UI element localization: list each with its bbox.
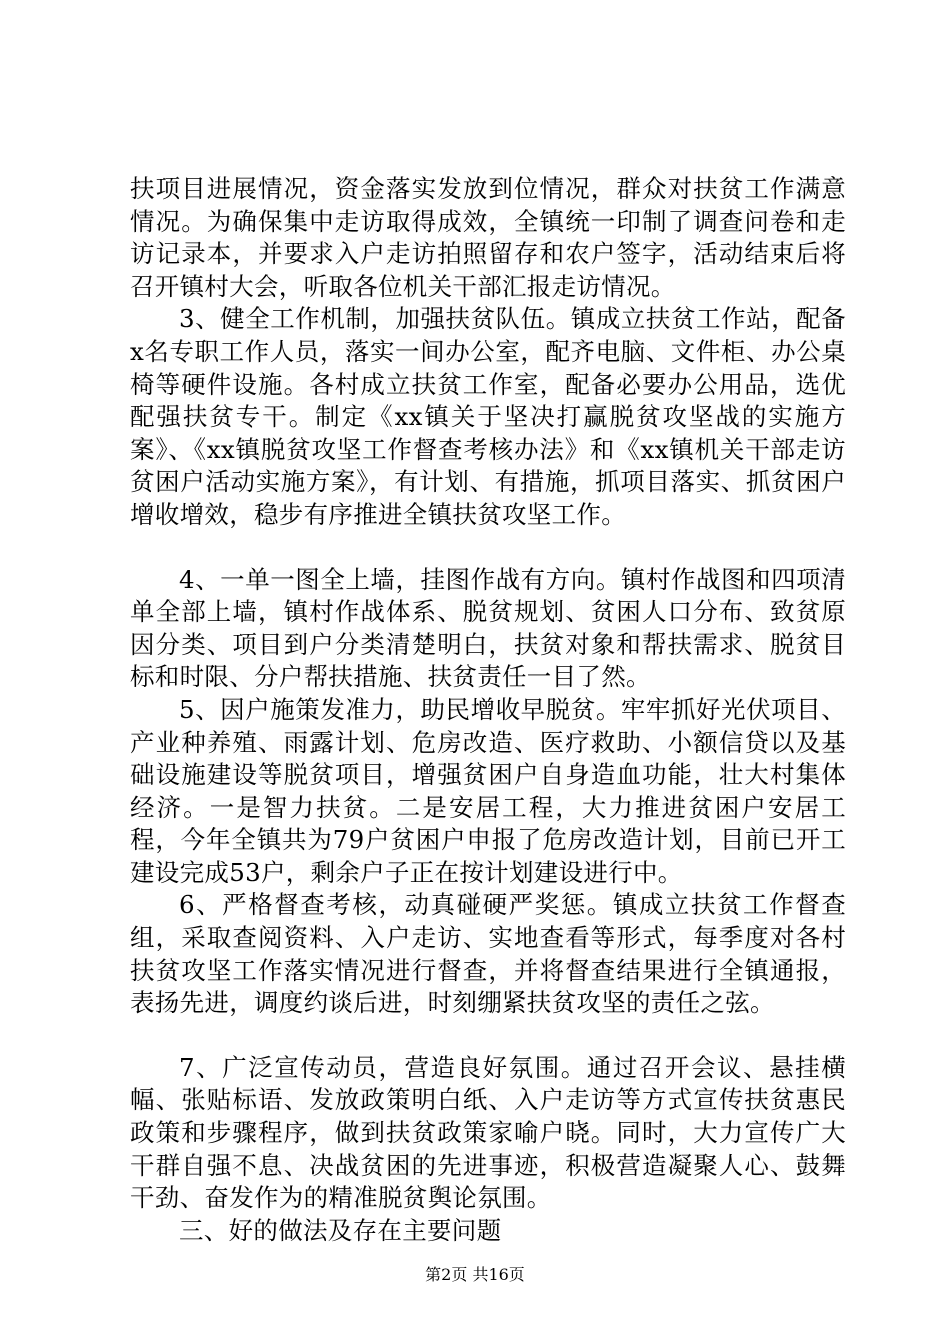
paragraph-item-3: 3、健全工作机制，加强扶贫队伍。镇成立扶贫工作站，配备x名专职工作人员，落实一间办公室，配齐电脑、文件柜、办公桌椅等硬件设施。各村成立扶贫工作室，配备必要办公用品，选优配强扶贫专干。制定《xx镇关于坚决打赢脱贫攻坚战的实施方案》、《xx镇脱贫攻坚工作督查考核办法》和《xx镇机关干部走访贫困户活动实施方案》，有计划、有措施，抓项目落实、抓贫困户增收增效，稳步有序推进全镇扶贫攻坚工作。 xyxy=(130,304,846,529)
paragraph-item-6: 6、严格督查考核，动真碰硬严奖惩。镇成立扶贫工作督查组，采取查阅资料、入户走访、实地查看等形式，每季度对各村扶贫攻坚工作落实情况进行督查，并将督查结果进行全镇通报，表扬先进，调度约谈后进，时刻绷紧扶贫攻坚的责任之弦。 xyxy=(130,890,846,1018)
paragraph-item-7: 7、广泛宣传动员，营造良好氛围。通过召开会议、悬挂横幅、张贴标语、发放政策明白纸、入户走访等方式宣传扶贫惠民政策和步骤程序，做到扶贫政策家喻户晓。同时，大力宣传广大干群自强不息、决战贫困的先进事迹，积极营造凝聚人心、鼓舞干劲、奋发作为的精准脱贫舆论氛围。 xyxy=(130,1052,846,1213)
section-heading-3: 三、好的做法及存在主要问题 xyxy=(179,1215,502,1245)
paragraph-item-4: 4、一单一图全上墙，挂图作战有方向。镇村作战图和四项清单全部上墙，镇村作战体系、脱贫规划、贫困人口分布、致贫原因分类、项目到户分类清楚明白，扶贫对象和帮扶需求、脱贫目标和时限、分户帮扶措施、扶贫责任一目了然。 xyxy=(130,564,846,692)
document-body xyxy=(130,173,846,1247)
paragraph-continuation: 扶项目进展情况，资金落实发放到位情况，群众对扶贫工作满意情况。为确保集中走访取得成效，全镇统一印制了调查问卷和走访记录本，并要求入户走访拍照留存和农户签字，活动结束后将召开镇村大会，听取各位机关干部汇报走访情况。 xyxy=(130,174,846,301)
page-footer: 第2页 共16页 xyxy=(425,1265,525,1284)
paragraph-item-5: 5、因户施策发准力，助民增收早脱贫。牢牢抓好光伏项目、产业种养殖、雨露计划、危房改造、医疗救助、小额信贷以及基础设施建设等脱贫项目，增强贫困户自身造血功能，壮大村集体经济。一是智力扶贫。二是安居工程，大力推进贫困户安居工程，今年全镇共为79户贫困户申报了危房改造计划，目前已开工建设完成53户，剩余户子正在按计划建设进行中。 xyxy=(130,694,846,887)
